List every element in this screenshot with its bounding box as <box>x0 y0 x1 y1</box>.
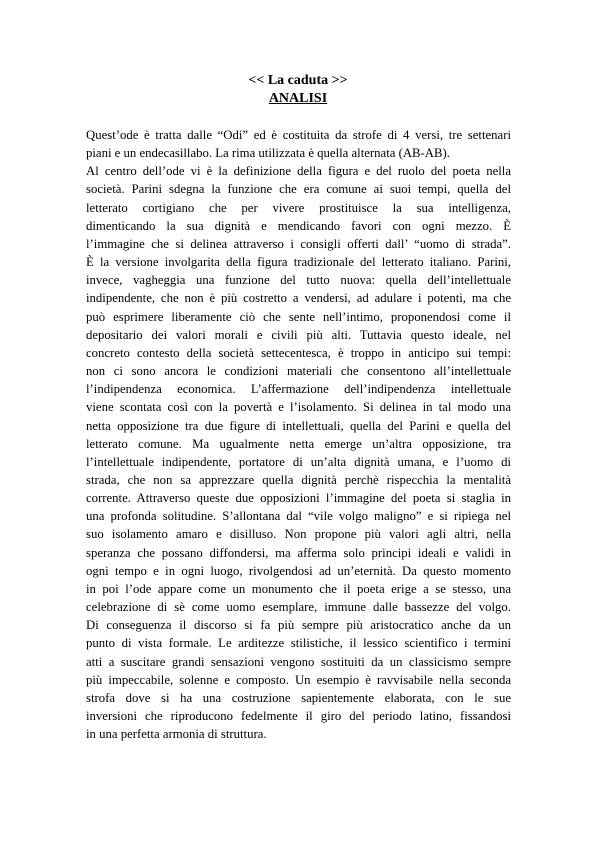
text-line: strofa dove si ha una costruzione sapientemente elaborata, con le sue <box>86 690 511 705</box>
text-line: strada, che non sa apprezzare quella dignità perchè rispecchia la mentalità <box>86 472 511 487</box>
text-line: l’intellettuale indipendente, portatore di un’alta dignità umana, e l’uomo di <box>86 454 511 469</box>
text-line: Di conseguenza il discorso si fa più sempre più aristocratico anche da un <box>86 618 511 633</box>
text-line: corrente. Attraverso queste due opposizioni l’immagine del poeta si staglia in <box>86 491 511 506</box>
text-line: punto di vista formale. Le arditezze stilistiche, il lessico scientifico i termini <box>86 636 511 651</box>
text-line: invece, vagheggia una funzione del tutto nuova: quella dell’intellettuale <box>86 273 511 288</box>
document-title: << La caduta >> <box>248 73 348 88</box>
text-line: in poi l’ode appare come un monumento che il poeta erige a se stesso, una <box>86 581 511 596</box>
text-line: ogni tempo e in ogni luogo, rivolgendosi ad un’eternità. Da questo momento <box>86 563 511 578</box>
text-line: concreto contesto della società settecentesca, è troppo in anticipo sui tempi: <box>86 345 511 360</box>
document-subtitle: ANALISI <box>268 91 328 106</box>
text-line: l’indipendenza economica. L’affermazione dell’indipendenza intellettuale <box>86 382 511 397</box>
text-line: letterato cortigiano che per vivere prostituisce la sua intelligenza, <box>86 200 511 215</box>
text-line: società. Parini sdegna la funzione che era comune ai suoi tempi, quella del <box>86 182 511 197</box>
text-line: in una perfetta armonia di struttura. <box>86 727 267 742</box>
text-line: viene scontata così con la povertà e l’isolamento. Si delinea in tal modo una <box>86 400 511 415</box>
title-block <box>0 72 596 107</box>
text-line: atti a suscitare grandi sensazioni vengono sostituiti da un classicismo sempre <box>86 654 511 669</box>
text-line: depositario dei valori morali e civili più alti. Tuttavia questo ideale, nel <box>86 327 511 342</box>
text-line: non ci sono ancora le condizioni materiali che consentono all’intellettuale <box>86 364 511 379</box>
text-line: indipendente, che non è più costretto a vendersi, ad adulare i potenti, ma che <box>86 291 511 306</box>
text-line: celebrazione di sè come uomo esemplare, immune dalle bassezze del volgo. <box>86 600 511 615</box>
text-line: speranza che possano diffondersi, ma afferma solo principi ideali e validi in <box>86 545 511 560</box>
text-line: Al centro dell’ode vi è la definizione della figura e del ruolo del poeta nella <box>86 164 511 179</box>
analysis-paragraph <box>86 126 511 162</box>
text-line: l’immagine che si delinea attraverso i consigli offerti dall’ “uomo di strada”. <box>86 236 511 251</box>
text-line: più impeccabile, solenne e composto. Un esempio è ravvisabile nella seconda <box>86 672 511 687</box>
analysis-paragraph <box>86 162 511 743</box>
text-line: Quest’ode è tratta dalle “Odi” ed è costituita da strofe di 4 versi, tre settenari <box>86 128 511 142</box>
text-line: una profonda solitudine. S’allontana dal “vile volgo maligno” e si ripiega nel <box>86 509 511 524</box>
text-line: letterato comune. Ma ugualmente netta emerge un’altra opposizione, tra <box>86 436 511 451</box>
text-line: può esprimere liberamente ciò che sente nell’intimo, proponendosi come il <box>86 309 511 324</box>
text-line: È la versione involgarita della figura tradizionale del letterato italiano. Parini, <box>86 255 511 270</box>
text-line: dimenticando la sua dignità e mendicando favori con ogni mezzo. È <box>86 218 511 233</box>
text-line: netta opposizione tra due figure di intellettuali, quella del Parini e quella del <box>86 418 511 433</box>
text-line: inversioni che riproducono fedelmente il giro del periodo latino, fissandosi <box>86 709 511 723</box>
analysis-body <box>86 126 511 743</box>
text-line: piani e un endecasillabo. La rima utilizzata è quella alternata (AB-AB). <box>86 146 450 161</box>
text-line: suo isolamento amaro e disilluso. Non propone più valori agli altri, nella <box>86 527 511 542</box>
